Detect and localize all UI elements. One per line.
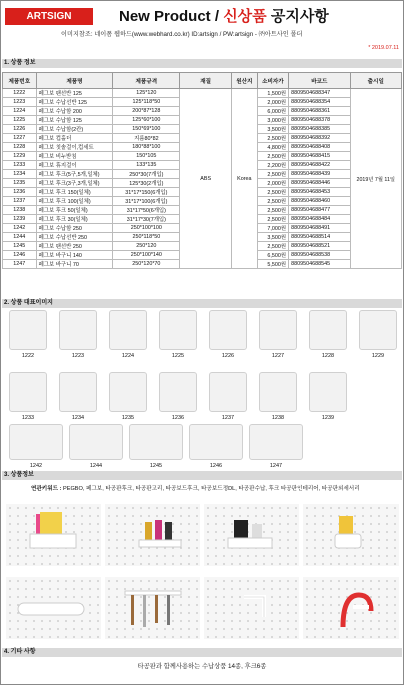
table-cell: 페그보 바구니 140 [36,251,113,260]
table-cell: 페그보 바구니 70 [36,260,113,269]
table-cell: 페그보 팬선반 125 [36,89,113,98]
col-header: 제품번호 [3,73,37,89]
table-cell: 1223 [3,98,37,107]
table-cell: 125*118*50 [113,98,180,107]
thumbnail-label: 1239 [321,415,335,421]
product-image [129,424,183,460]
table-cell: 페그보 수납함 250 [36,224,113,233]
table-cell: 1226 [3,125,37,134]
thumbnail-label: 1233 [21,415,35,421]
col-header: 출시일 [350,73,401,89]
table-cell: 1246 [3,251,37,260]
product-thumbnail [106,372,150,421]
thumbnail-label: 1228 [321,353,335,359]
table-cell: 1224 [3,107,37,116]
product-image [249,424,303,460]
product-thumbnail [126,424,186,469]
product-image [59,310,97,350]
table-cell: 페그보 후크(5구,5개,일체) [36,170,113,179]
thumbnail-label: 1229 [371,353,385,359]
product-thumbnail [156,372,200,421]
product-thumbnail [156,310,200,359]
table-cell: 8809504688453 [289,188,350,197]
product-image [189,424,243,460]
keywords-label: 연관키워드 : [31,486,62,492]
image-reference: 이미지참조: 네이폼 웹하드(www.webhard.co.kr) ID:artsign / PW:artsign - ㈜아트사인 폴더 [61,31,303,38]
photo-magazine-shelf [6,504,101,566]
product-thumbnail [306,372,350,421]
table-cell: 페그보 칫솔걸이,컵세트 [36,143,113,152]
thumbnail-label: 1245 [149,463,163,469]
table-cell: 8809504688439 [289,170,350,179]
table-cell: 2,000원 [257,98,288,107]
table-cell: 150*69*100 [113,125,180,134]
table-cell: 페그보 후크(3구,3개,일체) [36,179,113,188]
product-image [109,372,147,412]
product-thumbnail [56,372,100,421]
table-cell: 2,500원 [257,170,288,179]
title-en: New Product / [119,8,224,25]
table-cell: 31*17*150(6개입) [113,188,180,197]
col-header: 제품규격 [113,73,180,89]
table-cell: 8809504688446 [289,179,350,188]
product-image [259,310,297,350]
table-cell: 8809504688347 [289,89,350,98]
photo-bottle-shelf [105,504,200,566]
product-image [159,372,197,412]
table-cell: 1235 [3,179,37,188]
product-image [209,310,247,350]
product-image [209,372,247,412]
misc-note: 타공판과 함께사용하는 수납상품 14종, 후크6종 [137,663,267,670]
table-cell: 2,500원 [257,152,288,161]
table-cell: 1244 [3,233,37,242]
table-cell: 8809504688408 [289,143,350,152]
title-ko: 신상품 [223,8,267,25]
thumbnail-label: 1236 [171,415,185,421]
section-misc: 4. 기타 사항 [2,648,402,657]
table-cell: 2,500원 [257,134,288,143]
table-cell: 8809504688545 [289,260,350,269]
table-cell: 8809504688392 [289,134,350,143]
product-thumbnail [306,310,350,359]
table-cell: 1242 [3,224,37,233]
table-cell: 250*100*100 [113,224,180,233]
table-cell: 250*118*50 [113,233,180,242]
table-cell: 페그보 비누받침 [36,152,113,161]
table-cell: 페그보 후크 100(일체) [36,197,113,206]
thumbnail-label: 1225 [171,353,185,359]
table-cell: 1237 [3,197,37,206]
product-image [259,372,297,412]
keywords [31,485,401,494]
product-image [309,372,347,412]
product-image [359,310,397,350]
section-detail: 3. 상품정보 [2,471,402,480]
thumbnail-label: 1235 [121,415,135,421]
product-image [159,310,197,350]
table-cell: 8809504688422 [289,161,350,170]
table-cell: 2019년 7월 11일 [350,89,401,269]
table-cell: 250*120*70 [113,260,180,269]
table-cell: 8809504688538 [289,251,350,260]
table-cell: 8809504688415 [289,152,350,161]
table-cell: 페그보 후크 50(일체) [36,206,113,215]
table-cell: 31*17*50(6개입) [113,206,180,215]
table-cell: 8809504688460 [289,197,350,206]
thumbnail-label: 1242 [29,463,43,469]
table-cell: 3,000원 [257,116,288,125]
table-header-row [3,73,402,89]
table-cell: 8809504688521 [289,242,350,251]
table-row [3,89,402,98]
product-thumbnail [6,424,66,469]
table-cell: 8809504688477 [289,206,350,215]
thumbnail-label: 1227 [271,353,285,359]
col-header: 소비자가 [257,73,288,89]
table-cell: 페그보 휴지걸이 [36,161,113,170]
photo-tissue-holder [6,577,101,639]
table-cell: 2,500원 [257,197,288,206]
table-cell: 페그보 컵홀더 [36,134,113,143]
table-cell: ABS [180,89,232,269]
table-cell: 1238 [3,206,37,215]
table-cell: 1,500원 [257,89,288,98]
table-cell: 1228 [3,143,37,152]
table-cell: 1234 [3,170,37,179]
product-image [69,424,123,460]
photo-single-hook [204,577,299,639]
product-thumbnail [206,372,250,421]
product-image [9,372,47,412]
table-cell: 125*120 [113,89,180,98]
header [1,1,403,41]
table-cell: 2,500원 [257,188,288,197]
table-cell: 1227 [3,134,37,143]
photo-utensil-hooks [105,577,200,639]
table-cell: 8809504688491 [289,224,350,233]
thumbnail-label: 1237 [221,415,235,421]
table-cell: 6,500원 [257,251,288,260]
table-cell: Korea [232,89,258,269]
table-cell: 지름80*82 [113,134,180,143]
table-cell: 페그보 수납함 125 [36,116,113,125]
table-cell: 180*88*100 [113,143,180,152]
table-cell: 1222 [3,89,37,98]
table-cell: 5,500원 [257,260,288,269]
thumbnail-label: 1223 [71,353,85,359]
table-cell: 125*30(2개입) [113,179,180,188]
photo-red-tool-hook [303,577,399,639]
notice-date: * 2019.07.11 [368,45,399,51]
product-thumbnail [256,310,300,359]
product-thumbnail [186,424,246,469]
table-cell: 250*100*140 [113,251,180,260]
product-thumbnail [256,372,300,421]
table-cell: 8809504688378 [289,116,350,125]
thumbnail-label: 1226 [221,353,235,359]
photo-holder-shelf [204,504,299,566]
product-thumbnail [66,424,126,469]
table-cell: 125*60*100 [113,116,180,125]
table-cell: 페그보 수납선반 250 [36,233,113,242]
col-header: 제품명 [36,73,113,89]
table-cell: 1245 [3,242,37,251]
table-cell: 페그보 팬선반 250 [36,242,113,251]
table-cell: 1236 [3,188,37,197]
photo-cup-holder [303,504,399,566]
keywords-text: PEGBO, 페그보, 타공판후크, 타공판고리, 타공보드후크, 타공보드정DL, 타공판수납, 후크 타공판인테리어, 타공판외세서리 [61,486,360,492]
table-cell: 2,000원 [257,179,288,188]
table-cell: 페그보 후크 150(일체) [36,188,113,197]
page-title [119,5,329,26]
product-image [109,310,147,350]
table-cell: 8809504688514 [289,233,350,242]
product-image [59,372,97,412]
table-cell: 133*135 [113,161,180,170]
product-thumbnail [56,310,100,359]
table-cell: 페그보 수납함 200 [36,107,113,116]
table-cell: 1233 [3,161,37,170]
thumbnail-label: 1247 [269,463,283,469]
product-image [9,310,47,350]
table-cell: 1239 [3,215,37,224]
thumbnail-label: 1238 [271,415,285,421]
thumbnail-label: 1222 [21,353,35,359]
table-cell: 8809504688361 [289,107,350,116]
table-cell: 페그보 후크 30(일체) [36,215,113,224]
product-thumbnail [6,310,50,359]
product-thumbnail [6,372,50,421]
table-cell: 2,500원 [257,215,288,224]
table-cell: 1229 [3,152,37,161]
product-thumbnail [356,310,400,359]
table-cell: 8809504688354 [289,98,350,107]
title-tail: 공지사항 [266,8,329,25]
thumbnail-label: 1234 [71,415,85,421]
table-cell: 1225 [3,116,37,125]
brand-logo: ARTSIGN [5,8,93,25]
thumbnail-grid [2,310,402,471]
product-thumbnail [246,424,306,469]
table-cell: 31*17*30(7개입) [113,215,180,224]
table-cell: 2,500원 [257,242,288,251]
col-header: 바코드 [289,73,350,89]
table-cell: 2,200원 [257,161,288,170]
table-cell: 7,000원 [257,224,288,233]
thumbnail-label: 1246 [209,463,223,469]
table-cell: 페그보 수납선반 125 [36,98,113,107]
product-thumbnail [106,310,150,359]
product-table [2,72,402,269]
section-images: 2. 상품 대표이미지 [2,299,402,308]
table-cell: 250*120 [113,242,180,251]
table-cell: 6,000원 [257,107,288,116]
table-cell: 3,500원 [257,125,288,134]
product-image [309,310,347,350]
table-cell: 2,500원 [257,206,288,215]
thumbnail-label: 1224 [121,353,135,359]
table-cell: 31*17*100(6개입) [113,197,180,206]
table-cell: 4,800원 [257,143,288,152]
product-image [9,424,63,460]
product-thumbnail [206,310,250,359]
thumbnail-label: 1244 [89,463,103,469]
section-product-info: 1. 상품 정보 [2,59,402,68]
col-header: 원산지 [232,73,258,89]
table-cell: 250*30(7개입) [113,170,180,179]
table-cell: 페그보 수납함(2칸) [36,125,113,134]
table-cell: 200*87*128 [113,107,180,116]
table-cell: 1247 [3,260,37,269]
table-cell: 150*105 [113,152,180,161]
table-cell: 8809504688385 [289,125,350,134]
col-header: 재질 [180,73,232,89]
table-cell: 8809504688484 [289,215,350,224]
table-cell: 3,500원 [257,233,288,242]
